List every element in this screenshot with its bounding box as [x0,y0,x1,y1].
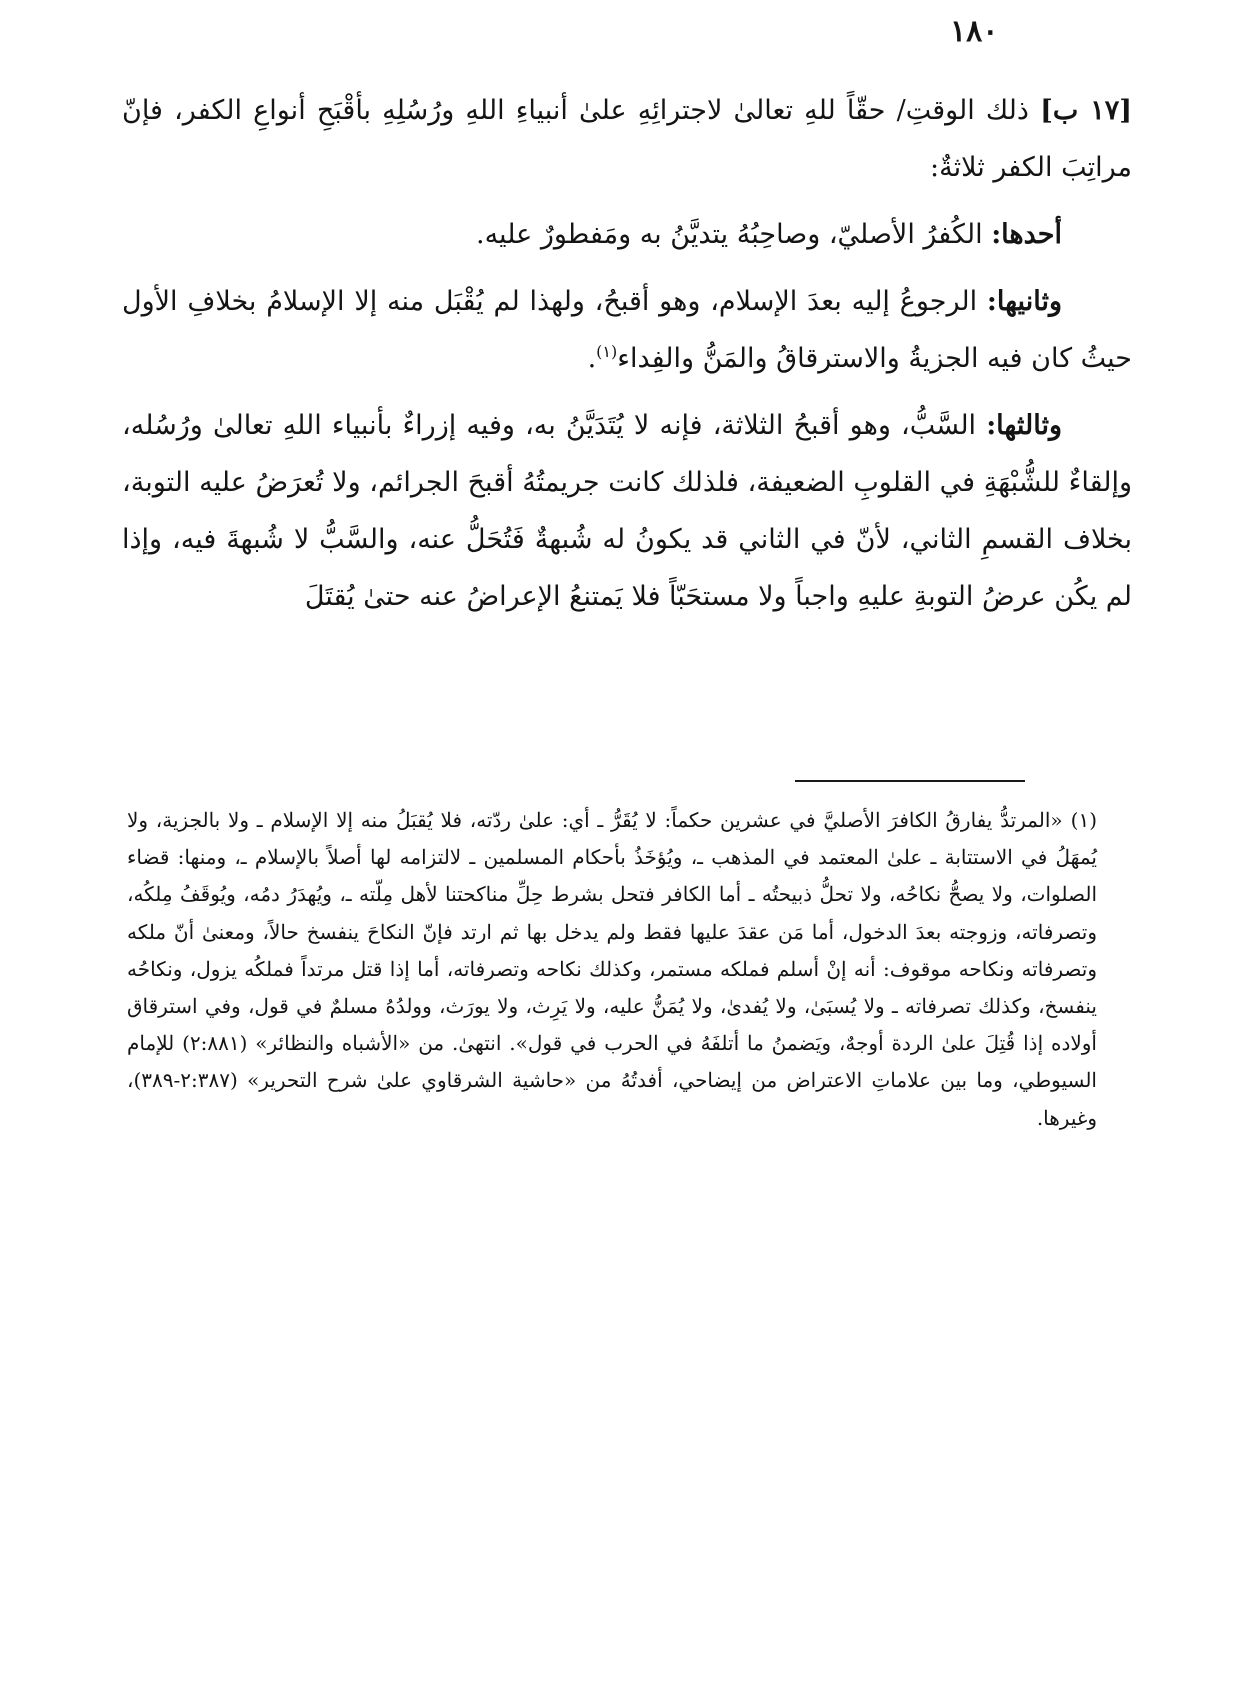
footnote-marker: (١) [1070,808,1097,832]
paragraph-1 [122,82,1132,196]
page-number: ١٨٠ [950,14,999,49]
paragraph-4-lead: وثالثها: [986,410,1062,441]
footnote-divider [795,780,1025,782]
paragraph-3 [122,273,1132,387]
folio-marker: [١٧ ب] [1040,95,1132,126]
paragraph-2-text: الكُفرُ الأصليّ، وصاحِبُهُ يتديَّنُ به ومَفطورٌ عليه. [475,219,983,250]
footnote-reference[interactable]: (١) [596,342,618,361]
paragraph-1-text: ذلك الوقتِ/ حقّاً للهِ تعالىٰ لاجترائِهِ علىٰ أنبياءِ اللهِ ورُسُلِهِ بأقْبَحِ أنواعِ الكفر، فإنّ مراتِبَ الكفر ثلاثةٌ: [122,95,1132,183]
footnote-text: «المرتدُّ يفارقُ الكافرَ الأصليَّ في عشرين حكماً: لا يُقَرُّ ـ أي: علىٰ ردّته، فلا يُقبَلُ منه إلا الإسلام ـ ولا بالجزية، ولا يُمهَلُ في الاستتابة ـ علىٰ المعتمد في المذهب ـ، ويُؤخَذُ بأحكام المسلمين ـ لالتزامه لها أصلاً بالإسلام ـ، ومنها: قضاء الصلوات، ولا يصحُّ نكاحُه، ولا تحلُّ ذبيحتُه ـ أما الكافر فتحل بشرط حِلِّ مناكحتنا لأهل مِلّته ـ، ويُهدَرُ دمُه، ويُوقَفُ مِلكُه، وتصرفاته، وزوجته بعدَ الدخول، أما مَن عقدَ عليها فقط ولم يدخل بها ثم ارتد فإنّ النكاحَ ينفسخ حالاً، ومعنىٰ أنّ ملكه وتصرفاته ونكاحه موقوف: أنه إنْ أسلم فملكه مستمر، وكذلك نكاحه وتصرفاته، أما إذا قتل مرتداً فملكُه يزول، ونكاحُه ينفسخ، وكذلك تصرفاته ـ ولا يُسبَىٰ، ولا يُفدىٰ، ولا يُمَنُّ عليه، ولا يَرِث، ولا يورَث، وولدُهُ مسلمٌ في قول، وفي استرقاق أولاده إذا قُتِلَ علىٰ الردة أوجهٌ، ويَضمنُ ما أتلفَهُ في الحرب في قول». انتهىٰ. من «الأشباه والنظائر» (٢:٨٨١) للإمام السيوطي، وما بين علاماتِ الاعتراض من إيضاحي، أفدتُهُ من «حاشية الشرقاوي علىٰ شرح التحرير» (٢:٣٨٧-٣٨٩)، وغيرها. [127,808,1097,1130]
paragraph-3-lead: وثانيها: [986,286,1063,317]
paragraph-3-end: . [587,343,597,374]
paragraph-4 [122,397,1132,625]
paragraph-4-text: السَّبُّ، وهو أقبحُ الثلاثة، فإنه لا يُتَدَيَّنُ به، وفيه إزراءٌ بأنبياء اللهِ تعالىٰ ورُسُله، وإلقاءٌ للشُّبْهَةِ في القلوبِ الضعيفة، فلذلك كانت جريمتُهُ أقبحَ الجرائم، ولا تُعرَضُ عليه التوبة، بخلاف القسمِ الثاني، لأنّ في الثاني قد يكونُ له شُبهةٌ فَتُحَلُّ عنه، والسَّبُّ لا شُبهةَ فيه، وإذا لم يكُن عرضُ التوبةِ عليهِ واجباً ولا مستحَبّاً فلا يَمتنعُ الإعراضُ عنه حتىٰ يُقتَلَ [122,410,1132,612]
paragraph-3-text: الرجوعُ إليه بعدَ الإسلام، وهو أقبحُ، ولهذا لم يُقْبَل منه إلا الإسلامُ بخلافِ الأول حيثُ كان فيه الجزيةُ والاسترقاقُ والمَنُّ والفِداء [122,286,1132,374]
paragraph-2-lead: أحدها: [991,219,1062,250]
footnote [127,802,1097,1137]
paragraph-2 [122,206,1132,263]
main-text [122,82,1132,635]
